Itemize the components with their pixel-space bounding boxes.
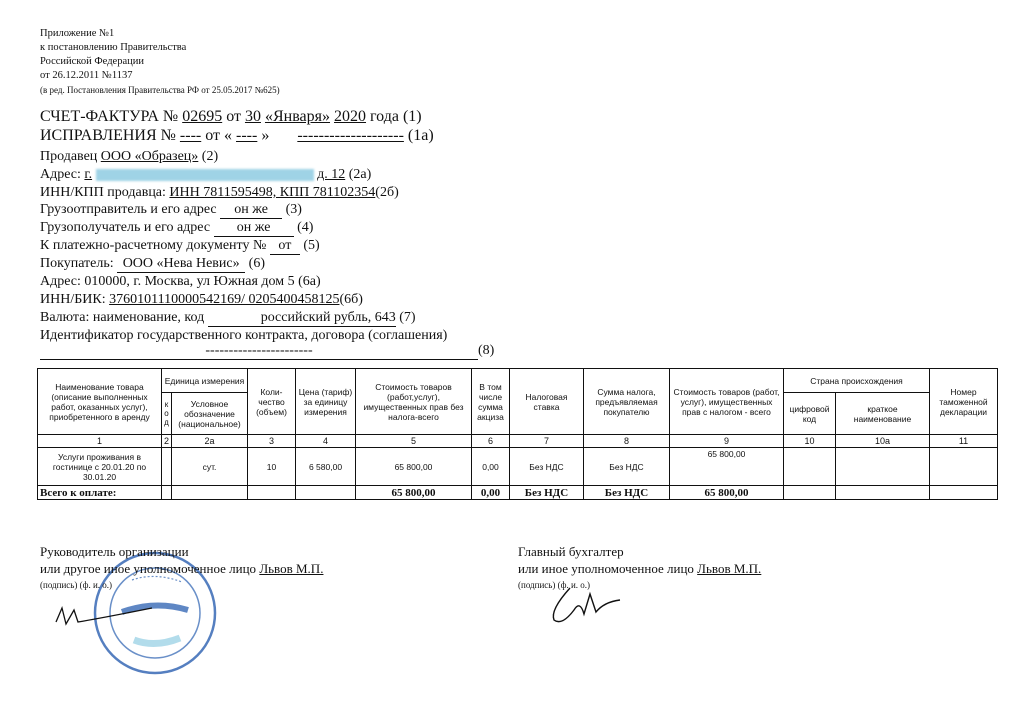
director-signature-block [40, 543, 323, 594]
contract-line [40, 343, 494, 360]
buyer-bik-line [40, 292, 363, 308]
invoice-number: 02695 [182, 108, 223, 125]
total-empty [784, 486, 836, 500]
accountant-subtitle: или иное уполномоченное лицо [518, 561, 694, 576]
accountant-title: Главный бухгалтер [518, 544, 624, 559]
row-unit: сут. [172, 448, 248, 486]
total-empty [930, 486, 998, 500]
currency-value: российский рубль, 643 [208, 310, 396, 327]
seller-line [40, 149, 218, 165]
header-declaration: Номер таможенной декларации [930, 369, 998, 435]
header-qty: Коли-чество (объем) [248, 369, 296, 435]
header-unit-name: Условное обозначение (национальное) [172, 393, 248, 435]
seller-value: ООО «Образец» [100, 149, 199, 164]
col-number: 10а [836, 435, 930, 448]
currency-line [40, 310, 416, 327]
seller-inn-line [40, 185, 399, 201]
invoice-from: от [226, 108, 241, 125]
row-rate: Без НДС [510, 448, 584, 486]
total-excise: 0,00 [472, 486, 510, 500]
buyer-value: ООО «Нева Невис» [117, 256, 245, 273]
total-empty [162, 486, 172, 500]
row-country-name [836, 448, 930, 486]
shipper-value: он же [220, 202, 282, 219]
row-declaration [930, 448, 998, 486]
contract-label: Идентификатор государственного контракта, договора (соглашения) [40, 328, 448, 343]
correction-from: от « [205, 127, 233, 144]
total-empty [836, 486, 930, 500]
accountant-signature-mark [540, 580, 630, 630]
header-unit: Единица измерения [162, 369, 248, 393]
buyer-code: (6) [248, 256, 265, 271]
row-unit-code [162, 448, 172, 486]
inn-value: ИНН 7811595498, КПП 781102354 [169, 185, 376, 200]
row-qty: 10 [248, 448, 296, 486]
header-price: Цена (тариф) за единицу измерения [296, 369, 356, 435]
shipper-line [40, 202, 302, 219]
seller-label: Продавец [40, 149, 98, 164]
shipper-label: Грузоотправитель и его адрес [40, 202, 217, 217]
buyer-line [40, 256, 265, 273]
buyer-label: Покупатель: [40, 256, 114, 271]
col-number: 10 [784, 435, 836, 448]
consignee-line [40, 220, 313, 237]
director-subtitle: или другое иное уполномоченное лицо [40, 561, 257, 576]
total-amount: 65 800,00 [670, 486, 784, 500]
total-empty [296, 486, 356, 500]
row-tax: Без НДС [584, 448, 670, 486]
bik-value: 3760101110000542169/ 0205400458125 [109, 292, 340, 307]
header-tax: Сумма налога, предъявляемая покупателю [584, 369, 670, 435]
address-start: г. [84, 167, 93, 182]
address-code: (2а) [348, 167, 372, 182]
col-number: 9 [670, 435, 784, 448]
paydoc-label: К платежно-расчетному документу № [40, 238, 267, 253]
paydoc-code: (5) [303, 238, 320, 253]
director-title: Руководитель организации [40, 544, 189, 559]
paydoc-line [40, 238, 320, 255]
invoice-prefix: СЧЕТ-ФАКТУРА № [40, 108, 179, 125]
bik-code: (6б) [339, 292, 363, 307]
invoice-year-suffix: года (1) [370, 108, 422, 125]
total-empty [248, 486, 296, 500]
appendix-line: (в ред. Постановления Правительства РФ от 25.05.2017 №625) [40, 85, 280, 95]
row-country-code [784, 448, 836, 486]
total-tax: Без НДС [584, 486, 670, 500]
row-price: 6 580,00 [296, 448, 356, 486]
consignee-code: (4) [297, 220, 314, 235]
header-unit-code: к о д [162, 393, 172, 435]
col-number: 7 [510, 435, 584, 448]
correction-day: ---- [236, 127, 258, 144]
row-name: Услуги проживания в гостинице с 20.01.20 по 30.01.20 [38, 448, 162, 486]
total-empty [172, 486, 248, 500]
consignee-value: он же [214, 220, 294, 237]
header-excise: В том числе сумма акциза [472, 369, 510, 435]
header-total: Стоимость товаров (работ, услуг), имущественных прав с налогом - всего [670, 369, 784, 435]
col-number: 2а [172, 435, 248, 448]
header-name: Наименование товара (описание выполненных работ, оказанных услуг), приобретенного в аренду [38, 369, 162, 435]
contract-code: (8) [478, 343, 495, 358]
table-row [38, 448, 998, 486]
header-country-code: цифровой код [784, 393, 836, 435]
currency-code: (7) [399, 310, 416, 325]
total-row [38, 486, 998, 500]
correction-label: ИСПРАВЛЕНИЯ № [40, 127, 176, 144]
seller-code: (2) [201, 149, 219, 164]
accountant-name: Львов М.П. [697, 561, 762, 576]
correction-number: ---- [179, 127, 202, 144]
accountant-caption: (подпись) (ф. и. о.) [518, 580, 591, 590]
invoice-title [40, 108, 422, 126]
col-number: 6 [472, 435, 510, 448]
inn-code: (2б) [375, 185, 399, 200]
total-cost: 65 800,00 [356, 486, 472, 500]
col-number: 3 [248, 435, 296, 448]
total-label: Всего к оплате: [38, 486, 162, 500]
invoice-day: 30 [244, 108, 261, 125]
header-country: Страна происхождения [784, 369, 930, 393]
col-number: 2 [162, 435, 172, 448]
total-rate: Без НДС [510, 486, 584, 500]
paydoc-value: от [270, 238, 300, 255]
address-label: Адрес: [40, 167, 81, 182]
director-caption: (подпись) (ф. и. о.) [40, 580, 113, 590]
header-country-name: краткое наименование [836, 393, 930, 435]
currency-label: Валюта: наименование, код [40, 310, 205, 325]
consignee-label: Грузополучатель и его адрес [40, 220, 211, 235]
contract-dashes: ----------------------- [40, 343, 478, 360]
director-signature-mark [52, 600, 162, 630]
col-number: 5 [356, 435, 472, 448]
header-rate: Налоговая ставка [510, 369, 584, 435]
seller-address-line [40, 167, 371, 183]
row-cost: 65 800,00 [356, 448, 472, 486]
address-end: д. 12 [317, 167, 346, 182]
appendix-line: от 26.12.2011 №1137 [40, 70, 133, 81]
col-number: 4 [296, 435, 356, 448]
correction-line [40, 127, 434, 145]
col-number: 1 [38, 435, 162, 448]
col-number: 11 [930, 435, 998, 448]
invoice-year: 2020 [334, 108, 367, 125]
bik-label: ИНН/БИК: [40, 292, 106, 307]
appendix-line: Приложение №1 [40, 28, 115, 39]
inn-label: ИНН/КПП продавца: [40, 185, 166, 200]
appendix-line: Российской Федерации [40, 56, 144, 67]
invoice-table [37, 368, 998, 500]
redacted-address [96, 169, 314, 181]
row-excise: 0,00 [472, 448, 510, 486]
buyer-address: Адрес: 010000, г. Москва, ул Южная дом 5 (6а) [40, 274, 321, 289]
appendix-line: к постановлению Правительства [40, 42, 187, 53]
director-name: Львов М.П. [259, 561, 324, 576]
correction-close: » [261, 127, 270, 144]
header-cost: Стоимость товаров (работ,услуг), имущественных прав без налога-всего [356, 369, 472, 435]
shipper-code: (3) [285, 202, 302, 217]
col-number: 8 [584, 435, 670, 448]
invoice-month: «Января» [264, 108, 331, 125]
correction-code: (1а) [407, 127, 434, 144]
row-total: 65 800,00 [670, 448, 784, 486]
appendix-header [40, 27, 280, 97]
correction-dashes: -------------------- [297, 127, 404, 144]
